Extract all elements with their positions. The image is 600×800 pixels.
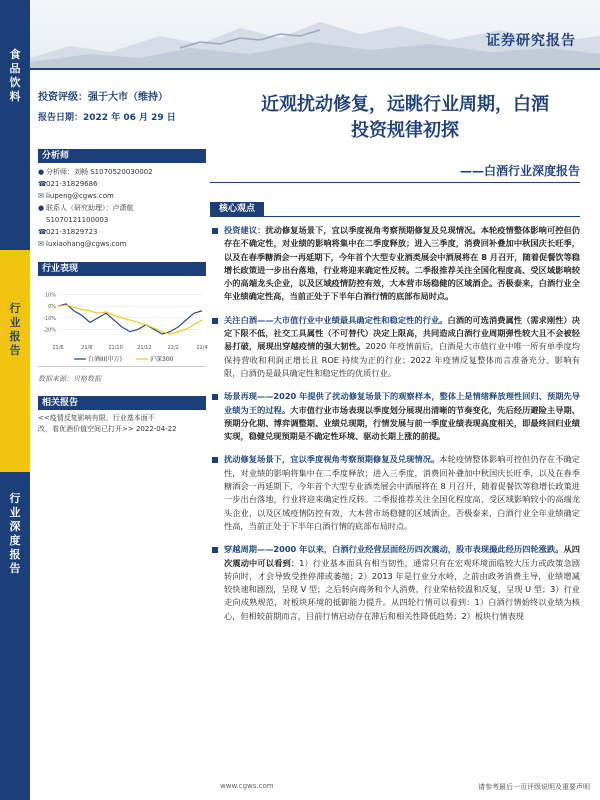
header-banner bbox=[30, 0, 600, 70]
analyst-heading: 分析师 bbox=[38, 149, 206, 163]
person-icon: ● bbox=[38, 204, 45, 212]
industry-tag bbox=[0, 0, 30, 250]
core-paragraph: 扰动修复场景下，宜以季度视角考察预期修复及兑现情况。本轮疫情整体影响可控但仍存在不确定性，对业绩的影响将集中在二季度释放；进入三季度，消费回补叠加中秋国庆长旺季，以及在春季糖酒会一再延期下，今年首个大型专业酒类展会中酒展将在 8 月召开，随着促餐饮等稳增长政策进一步出台落地，行业将迎来确定性反转。二季报推荐关注全国化程度高、受区域影响较小的高端龙头企业，以及区域疫情防控有效，大本营市场稳健的区域酒企。否极泰来，白酒行业全年业绩确定性高，当前正处于下半年白酒行情的底部布局时点。 bbox=[210, 453, 580, 533]
bullet-icon bbox=[212, 457, 218, 463]
mail-icon: ✉ bbox=[38, 240, 44, 248]
disclaimer-note: 请参考最后一页评级说明及重要声明 bbox=[478, 783, 590, 791]
report-kind-tag bbox=[0, 250, 30, 472]
report-title bbox=[210, 92, 600, 144]
phone-icon: ☎ bbox=[38, 180, 47, 188]
page-footer bbox=[30, 776, 600, 800]
report-subtitle: ——白酒行业深度报告 bbox=[459, 164, 580, 178]
title-line: 投资规律初探 bbox=[351, 120, 459, 141]
chart-source: 数据来源：贝格数据 bbox=[38, 375, 101, 383]
analyst-line: ● 联系人（研究助理）：卢潇航 bbox=[38, 204, 134, 212]
left-category-bar bbox=[0, 0, 30, 800]
date-value: 2022 年 06 月 29 日 bbox=[83, 113, 176, 123]
industry-trend-chart bbox=[38, 279, 206, 367]
report-depth-tag bbox=[0, 472, 30, 800]
analyst-line: ☎021-31829686 bbox=[38, 180, 98, 188]
rating-label: 投资评级： bbox=[38, 92, 88, 103]
analyst-line: S1070121100003 bbox=[46, 216, 109, 224]
related-report-line: <<疫情反复影响有限，行业基本面不 bbox=[38, 414, 155, 422]
website-link[interactable]: www.cgws.com bbox=[220, 782, 274, 790]
divider bbox=[210, 216, 580, 217]
person-icon: ● bbox=[38, 168, 45, 176]
y-tick-label: 10% bbox=[44, 292, 56, 299]
report-depth-label: 行业深度报告 bbox=[9, 492, 21, 575]
title-line: 近观扰动修复，远眺行业周期，白酒 bbox=[261, 94, 549, 115]
core-paragraph: 穿越周期——2000 年以来，白酒行业经营层面经历四次震动，股市表现撮此经历四轮涨跌。从四次震动中可以看到：1）行业基本面具有相当韧性，通常只有在宏观环境面临较大压力或政策急剧转向时，才会导致受挫停滞或萎缩；2）2013 年是行业分水岭，之前由政务消费主导，业绩增减较快速和剧烈，呈现 V 型；之后转向商务和个人消费，行业荣枯较温和反复，呈现 U 型；3）行业走向成熟规范，对板块环境的抵御能力提升。从四轮行情可以看到：1）白酒行情始终以业绩为核心，但相较前期而言，目前行情启动存在滞后和相关性降低趋势；2）板块行情表现 bbox=[210, 543, 580, 623]
core-paragraph: 投资建议：扰动修复场景下，宜以季度视角考察预期修复及兑现情况。本轮疫情整体影响可控但仍存在不确定性，对业绩的影响将集中在二季度释放；进入三季度，消费回补叠加中秋国庆长旺季，以及在春季糖酒会一再延期下，今年首个大型专业酒类展会中酒展将在 8 月召开，随着促餐饮等稳增长政策进一步出台落地，行业将迎来确定性反转。二季报推荐关注全国化程度高、受区域影响较小的高端龙头企业，以及区域疫情防控有效，大本营市场稳健的区域酒企。否极泰来，白酒行业全年业绩确定性高，当前正处于下半年白酒行情的底部布局时点。 bbox=[210, 224, 580, 304]
rating-value: 强于大市（维持） bbox=[88, 92, 168, 103]
x-tick-label: 21/12 bbox=[137, 345, 152, 351]
x-tick-label: 21/10 bbox=[108, 345, 123, 351]
bullet-icon bbox=[212, 318, 218, 324]
trend-chart-svg bbox=[38, 279, 206, 367]
analyst-line: ✉ liupeng@cgws.com bbox=[38, 192, 114, 200]
core-view-body bbox=[210, 224, 580, 633]
legend-label: 白酒III(申万) bbox=[88, 356, 122, 363]
date-label: 报告日期： bbox=[38, 113, 84, 123]
x-tick-label: 21/6 bbox=[52, 345, 64, 351]
y-tick-label: 0% bbox=[48, 304, 56, 311]
legend-label: 沪深300 bbox=[150, 356, 174, 363]
report-kind-label: 行业报告 bbox=[9, 302, 21, 357]
related-heading: 相关报告 bbox=[38, 396, 206, 410]
x-tick-label: 21/8 bbox=[81, 345, 93, 351]
core-paragraph: 关注白酒——大市值行业中业绩最具确定性和稳定性的行业。白酒的可选消费属性（需求刚性）决定下限不低，社交工具属性（不可替代）决定上限高，共同造成白酒行业周期弹性较大且不会被轻易打破，展现出穿越疫情的强大韧性。2020 年疫情前后，白酒是大市值行业中唯一所有单季度均保持营收和利润正增长且 ROE 持续为正的行业；2022 年疫情反复整体而言准备充分、影响有限，白酒仍是最具确定性和稳定性的优质行业。 bbox=[210, 314, 580, 380]
industry-label: 食品饮料 bbox=[9, 48, 21, 103]
report-type-label: 证券研究报告 bbox=[486, 33, 576, 49]
core-view-label: 核心观点 bbox=[210, 202, 264, 216]
x-tick-label: 22/2 bbox=[167, 345, 179, 351]
y-tick-label: -10% bbox=[43, 315, 56, 322]
divider bbox=[210, 182, 580, 183]
trend-heading: 行业表现 bbox=[38, 262, 206, 276]
bullet-icon bbox=[212, 547, 218, 553]
analyst-line: ☎021-31829723 bbox=[38, 228, 98, 236]
analyst-info bbox=[38, 166, 206, 250]
core-paragraph: 场景再现——2020 年提供了扰动修复场景下的观察样本，整体上是情绪释放理性回归、预期先导业绩为王的过程。大市值行业市场表现以季度划分展现出清晰的节奏变化，先后经历避险主导期、预期分化期、博弈调整期、业绩兑现期，行情发展与前一季度业绩表现高度相关，即最终回归业绩实现，稳健兑现预期是不确定性环境、驱动长期上涨的前提。 bbox=[210, 390, 580, 443]
analyst-line: ✉ luxiaohang@cgws.com bbox=[38, 240, 127, 248]
related-report-line: 改，看优酒价值空间已打开>> 2022-04-22 bbox=[38, 425, 177, 433]
mail-icon: ✉ bbox=[38, 192, 44, 200]
report-date bbox=[38, 110, 206, 123]
info-sidebar bbox=[38, 88, 206, 435]
investment-rating bbox=[38, 88, 206, 103]
y-tick-label: -20% bbox=[43, 327, 56, 334]
phone-icon: ☎ bbox=[38, 228, 47, 236]
related-report[interactable] bbox=[38, 413, 206, 435]
bullet-icon bbox=[212, 394, 218, 400]
bullet-icon bbox=[212, 228, 218, 234]
x-tick-label: 22/4 bbox=[196, 345, 208, 351]
analyst-line: ● 分析师：刘畅 S1070520030002 bbox=[38, 168, 153, 176]
